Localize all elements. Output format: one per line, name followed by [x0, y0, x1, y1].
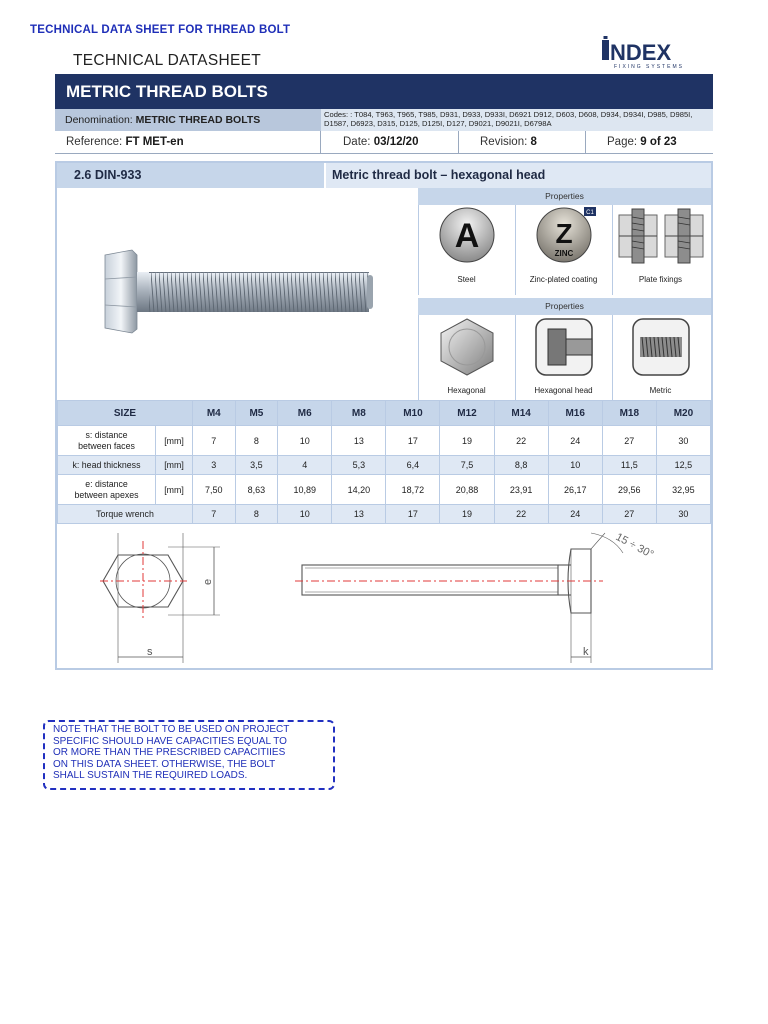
- plate-fixings-icon: [613, 205, 710, 267]
- reference: [66, 131, 184, 153]
- table-cell: 7,50: [193, 475, 236, 505]
- table-cell: 22: [494, 426, 548, 456]
- note-line: ON THIS DATA SHEET. OTHERWISE, THE BOLT: [53, 758, 276, 770]
- document-subtitle: TECHNICAL DATASHEET: [73, 52, 261, 69]
- size-header-cell: M6: [278, 401, 332, 426]
- table-cell: 7: [193, 505, 236, 524]
- table-cell: 10: [548, 456, 602, 475]
- label-s: s: [147, 646, 153, 658]
- revision: [480, 131, 537, 153]
- size-header-cell: M16: [548, 401, 602, 426]
- table-cell: 20,88: [440, 475, 494, 505]
- table-cell: 11,5: [602, 456, 656, 475]
- row-unit: [mm]: [156, 426, 193, 456]
- size-header-cell: M18: [602, 401, 656, 426]
- section-title: Metric thread bolt – hexagonal head: [324, 163, 711, 188]
- table-cell: 10: [278, 505, 332, 524]
- reference-label: Reference:: [66, 136, 123, 148]
- product-panel: [55, 161, 713, 670]
- dimensions-table: [57, 400, 711, 524]
- capacity-note: [43, 720, 335, 790]
- table-cell: 13: [332, 426, 386, 456]
- svg-text:ZINC: ZINC: [554, 249, 574, 258]
- table-cell: 32,95: [656, 475, 710, 505]
- table-cell: 10: [278, 426, 332, 456]
- row-unit: [mm]: [156, 456, 193, 475]
- index-logo: [600, 34, 718, 74]
- row-unit: [mm]: [156, 475, 193, 505]
- table-row: [58, 505, 711, 524]
- size-header-cell: M12: [440, 401, 494, 426]
- denomination-value: METRIC THREAD BOLTS: [135, 114, 261, 126]
- table-cell: 7,5: [440, 456, 494, 475]
- zinc-z-icon: [516, 205, 613, 267]
- table-cell: 19: [440, 505, 494, 524]
- row-label: s: distance between faces: [58, 426, 156, 456]
- row-label: Torque wrench: [58, 505, 193, 524]
- angle-label: 15 ÷ 30°: [613, 531, 656, 561]
- revision-label: Revision:: [480, 136, 528, 148]
- property-plate-fixings-label: Plate fixings: [638, 275, 683, 284]
- table-cell: 24: [548, 505, 602, 524]
- table-cell: 22: [494, 505, 548, 524]
- table-cell: 19: [440, 426, 494, 456]
- svg-text:A: A: [454, 217, 480, 255]
- banner-title: METRIC THREAD BOLTS: [55, 74, 713, 109]
- size-header-cell: M14: [494, 401, 548, 426]
- properties-label-2: Properties: [418, 298, 711, 315]
- denomination-row: [55, 109, 713, 131]
- table-cell: 24: [548, 426, 602, 456]
- date-label: Date:: [343, 136, 371, 148]
- size-header-cell: M5: [235, 401, 278, 426]
- table-cell: 27: [602, 505, 656, 524]
- table-cell: 8,63: [235, 475, 278, 505]
- label-k: k: [583, 646, 589, 658]
- metric-thread-icon: [613, 315, 710, 379]
- bolt-image: [87, 233, 377, 343]
- table-cell: 8: [235, 505, 278, 524]
- date-value: 03/12/20: [373, 136, 419, 148]
- table-cell: 12,5: [656, 456, 710, 475]
- property-hexagonal-head-label: Hexagonal head: [534, 386, 593, 395]
- reference-row: [55, 131, 713, 154]
- technical-drawing: [57, 523, 711, 668]
- size-header-cell: M4: [193, 401, 236, 426]
- logo-text: NDEX: [610, 40, 672, 65]
- svg-text:Z: Z: [555, 218, 573, 249]
- table-cell: 29,56: [602, 475, 656, 505]
- table-cell: 27: [602, 426, 656, 456]
- property-metric-label: Metric: [649, 386, 672, 395]
- page-label: Page:: [607, 136, 638, 148]
- revision-value: 8: [530, 136, 537, 148]
- table-cell: 14,20: [332, 475, 386, 505]
- hexagon-front-view: [103, 533, 220, 663]
- hexagonal-icon: [419, 315, 516, 379]
- date: [343, 131, 418, 153]
- reference-value: FT MET-en: [125, 136, 184, 148]
- property-hexagonal-label: Hexagonal: [447, 386, 486, 395]
- table-cell: 30: [656, 505, 710, 524]
- hexagonal-head-icon: [516, 315, 613, 379]
- table-cell: 6,4: [386, 456, 440, 475]
- steel-a-icon: [419, 205, 516, 267]
- bolt-side-view: [302, 533, 623, 663]
- table-cell: 10,89: [278, 475, 332, 505]
- table-cell: 3,5: [235, 456, 278, 475]
- size-header-cell: M8: [332, 401, 386, 426]
- table-row: [58, 456, 711, 475]
- table-cell: 18,72: [386, 475, 440, 505]
- note-line: OR MORE THAN THE PRESCRIBED CAPACITIIES: [53, 747, 286, 758]
- size-header-cell: M10: [386, 401, 440, 426]
- svg-text:C1: C1: [586, 210, 594, 216]
- property-steel-label: Steel: [457, 275, 476, 284]
- note-line: SHALL SUSTAIN THE REQUIRED LOADS.: [53, 770, 248, 781]
- table-cell: 7: [193, 426, 236, 456]
- table-cell: 5,3: [332, 456, 386, 475]
- logo-tagline: FIXING SYSTEMS: [614, 64, 684, 70]
- table-cell: 17: [386, 505, 440, 524]
- note-line: SPECIFIC SHOULD HAVE CAPACITIES EQUAL TO: [53, 735, 287, 747]
- note-line: NOTE THAT THE BOLT TO BE USED ON PROJECT: [53, 724, 290, 735]
- table-cell: 8,8: [494, 456, 548, 475]
- table-cell: 30: [656, 426, 710, 456]
- size-header: SIZE: [58, 401, 193, 426]
- section-header: [57, 163, 711, 188]
- table-cell: 17: [386, 426, 440, 456]
- table-cell: 3: [193, 456, 236, 475]
- page-value: 9 of 23: [640, 136, 677, 148]
- codes-list: Codes: : T084, T963, T965, T985, D931, D933, D933I, D6921 D912, D603, D608, D934, D934I, D985, D985I, D1587, D6923, D315, D125, D125I, D127, D9021, D9021I, D6798A: [321, 109, 713, 131]
- table-row: [58, 426, 711, 456]
- table-cell: 8: [235, 426, 278, 456]
- table-cell: 23,91: [494, 475, 548, 505]
- table-cell: 13: [332, 505, 386, 524]
- page-number: [607, 131, 677, 153]
- size-header-cell: M20: [656, 401, 710, 426]
- property-zinc-label: Zinc-plated coating: [529, 275, 598, 284]
- top-note: TECHNICAL DATA SHEET FOR THREAD BOLT: [30, 24, 291, 36]
- row-label: e: distance between apexes: [58, 475, 156, 505]
- table-header-row: [58, 401, 711, 426]
- properties-label-1: Properties: [418, 188, 711, 205]
- table-row: [58, 475, 711, 505]
- section-code: 2.6 DIN-933: [74, 168, 142, 182]
- row-label: k: head thickness: [58, 456, 156, 475]
- label-e: e: [202, 578, 214, 585]
- denomination-label: Denomination:: [65, 114, 133, 126]
- table-cell: 4: [278, 456, 332, 475]
- denomination: [65, 109, 260, 131]
- table-cell: 26,17: [548, 475, 602, 505]
